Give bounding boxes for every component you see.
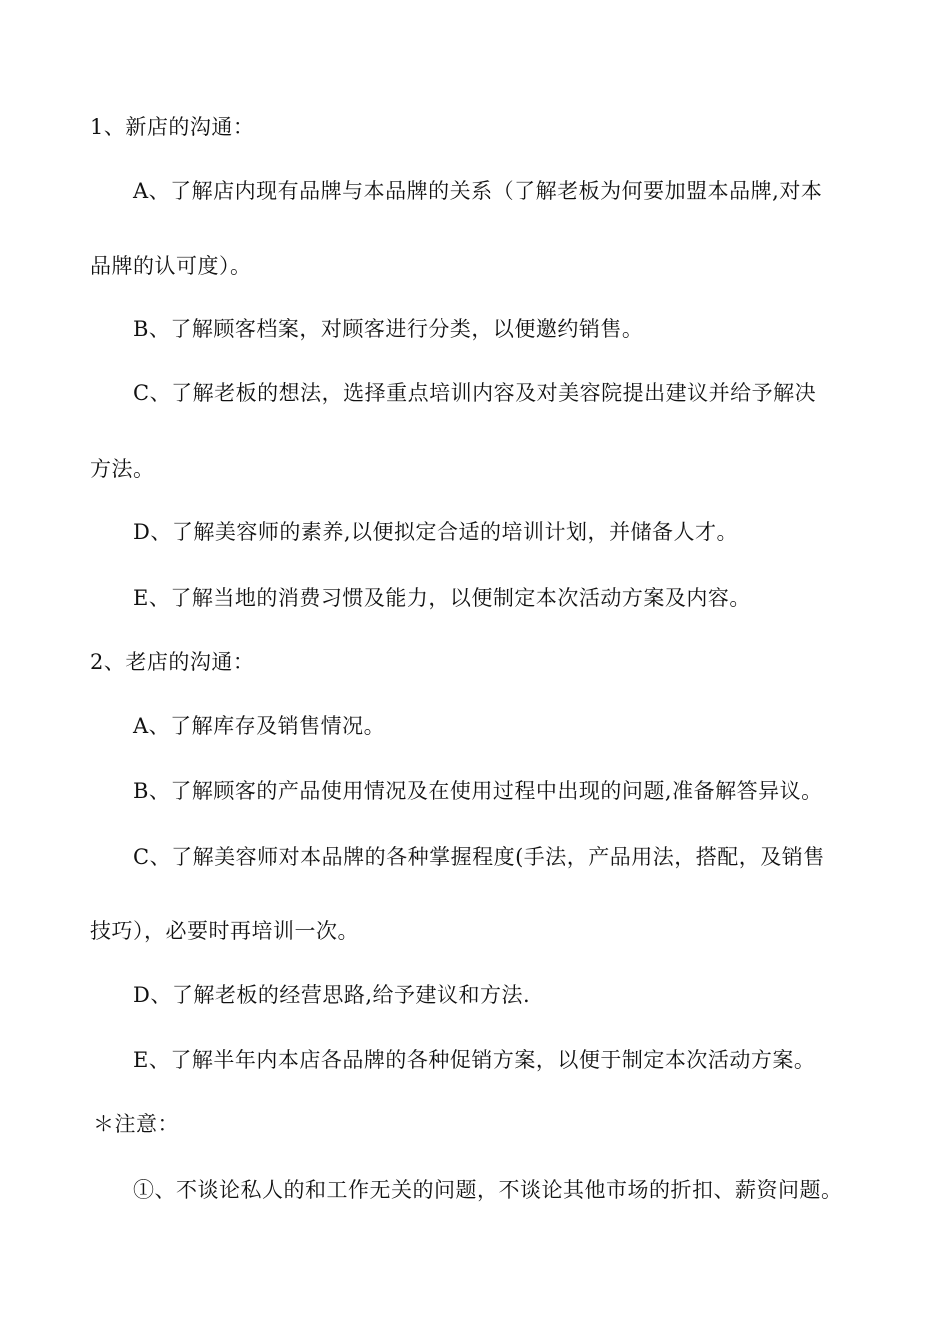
section-1-item-c-continued: 方法。 bbox=[90, 457, 155, 481]
notice-heading: ＊注意： bbox=[93, 1112, 179, 1136]
section-1-item-e: E、了解当地的消费习惯及能力，以便制定本次活动方案及内容。 bbox=[133, 586, 751, 610]
section-2-item-b: B、了解顾客的产品使用情况及在使用过程中出现的问题,准备解答异议。 bbox=[133, 779, 823, 803]
section-1-item-b: B、了解顾客档案，对顾客进行分类，以便邀约销售。 bbox=[133, 317, 644, 341]
section-2-heading: 2、老店的沟通： bbox=[90, 650, 255, 674]
section-2-item-c: C、了解美容师对本品牌的各种掌握程度(手法，产品用法，搭配，及销售 bbox=[133, 845, 825, 869]
section-2-item-a: A、了解库存及销售情况。 bbox=[133, 714, 386, 738]
section-1-heading: 1、新店的沟通： bbox=[90, 115, 255, 139]
notice-item-1: ①、不谈论私人的和工作无关的问题，不谈论其他市场的折扣、薪资问题。 bbox=[133, 1178, 843, 1202]
section-1-item-a-continued: 品牌的认可度）。 bbox=[90, 254, 252, 278]
section-2-item-e: E、了解半年内本店各品牌的各种促销方案，以便于制定本次活动方案。 bbox=[133, 1048, 816, 1072]
section-2-item-d: D、了解老板的经营思路,给予建议和方法. bbox=[133, 983, 531, 1007]
section-1-item-c: C、了解老板的想法，选择重点培训内容及对美容院提出建议并给予解决 bbox=[133, 381, 817, 405]
section-1-item-a: A、了解店内现有品牌与本品牌的关系（了解老板为何要加盟本品牌,对本 bbox=[133, 179, 823, 203]
section-1-item-d: D、了解美容师的素养,以便拟定合适的培训计划，并储备人才。 bbox=[133, 520, 739, 544]
section-2-item-c-continued: 技巧），必要时再培训一次。 bbox=[90, 919, 359, 943]
